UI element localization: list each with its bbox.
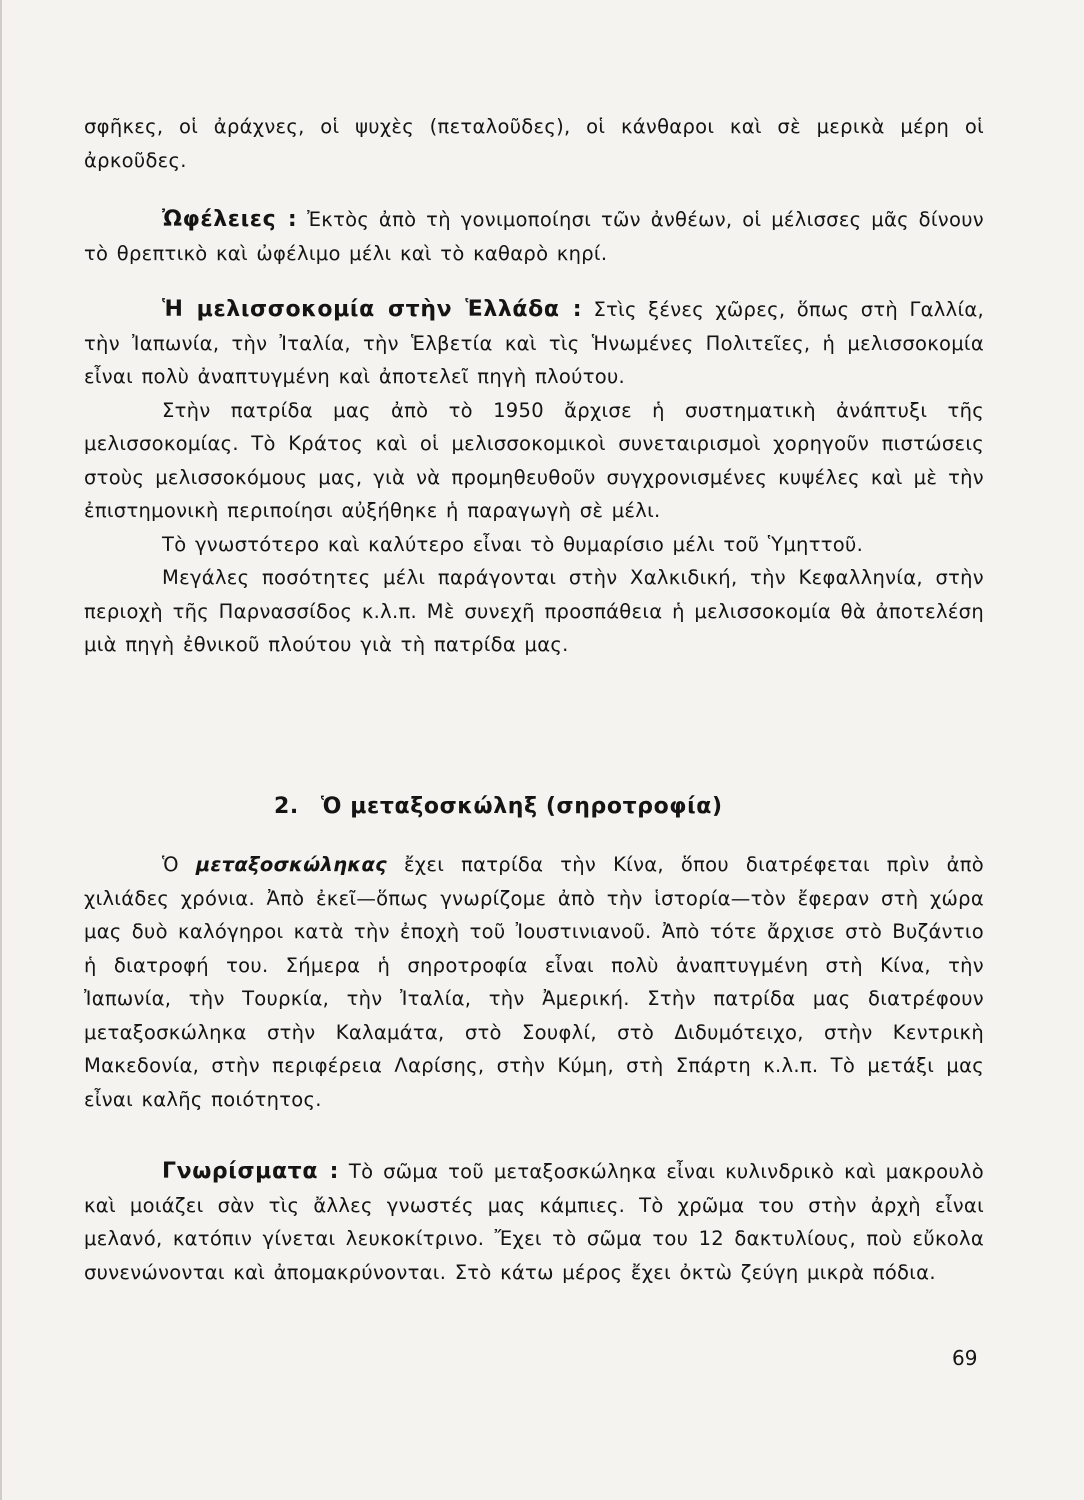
text-block-beekeeping xyxy=(84,293,984,662)
beekeeping-heading: Ἡ μελισσοκομία στὴν Ἑλλάδα : xyxy=(162,297,583,322)
characteristics-text: Τὸ σῶμα τοῦ μεταξοσκώληκα εἶναι κυλινδρικὸ καὶ μακρουλὸ καὶ μοιάζει σὰν τὶς ἄλλες γνωστές μας κάμπιες. Τὸ χρῶμα του στὴν ἀρχὴ εἶναι μελανό, κατόπιν γίνεται λευκοκίτρινο. Ἔχει τὸ σῶμα του 12 δακτυλίους, ποὺ εὔκολα συνενώνονται καὶ ἀπομακρύνονται. Στὸ κάτω μέρος ἔχει ὀκτὼ ζεύγη μικρὰ πόδια. xyxy=(84,1160,984,1284)
paragraph-production: Μεγάλες ποσότητες μέλι παράγονται στὴν Χαλκιδική, τὴν Κεφαλληνία, στὴν περιοχὴ τῆς Παρνασσίδος κ.λ.π. Μὲ συνεχῆ προσπάθεια ἡ μελισσοκομία θὰ ἀποτελέση μιὰ πηγὴ ἐθνικοῦ πλούτου γιὰ τὴ πατρίδα μας. xyxy=(84,566,984,656)
beekeeping-text: Στὶς ξένες χῶρες, ὅπως στὴ Γαλλία, τὴν Ἰαπωνία, τὴν Ἰταλία, τὴν Ἑλβετία καὶ τὶς Ἡνωμένες Πολιτεῖες, ἡ μελισσοκομία εἶναι πολὺ ἀναπτυγμένη καὶ ἀποτελεῖ πηγὴ πλούτου. xyxy=(84,298,985,388)
text-block-benefits xyxy=(84,203,984,270)
section-number: 2. xyxy=(274,794,299,819)
section-title: Ὁ μεταξοσκώληξ (σηροτροφία) xyxy=(320,794,723,819)
text-block-silkworm xyxy=(84,848,984,1116)
silkworm-text: ἔχει πατρίδα τὴν Κίνα, ὅπου διατρέφεται πρὶν ἀπὸ χιλιάδες χρόνια. Ἀπὸ ἐκεῖ—ὅπως γνωρίζομε ἀπὸ τὴν ἱστορία—τὸν ἔφεραν στὴ χώρα μας δυὸ καλόγηροι κατὰ τὴν ἐποχὴ τοῦ Ἰουστινιανοῦ. Ἀπὸ τότε ἄρχισε στὸ Βυζάντιο ἡ διατροφή του. Σήμερα ἡ σηροτροφία εἶναι πολὺ ἀναπτυγμένη στὴ Κίνα, τὴν Ἰαπωνία, τὴν Τουρκία, τὴν Ἰταλία, τὴν Ἀμερική. Στὴν πατρίδα μας διατρέφουν μεταξοσκώληκα στὴν Καλαμάτα, στὸ Σουφλί, στὸ Διδυμότειχο, στὴν Κεντρικὴ Μακεδονία, στὴν περιφέρεια Λαρίσης, στὴν Κύμη, στὴ Σπάρτη κ.λ.π. Τὸ μετάξι μας εἶναι καλῆς ποιότητος. xyxy=(84,853,985,1111)
text-block-intro xyxy=(84,110,984,177)
paragraph-beekeeping-greece xyxy=(84,293,984,394)
text-block-characteristics xyxy=(84,1155,984,1289)
paragraph-hymettus: Τὸ γνωστότερο καὶ καλύτερο εἶναι τὸ θυμαρίσιο μέλι τοῦ Ὑμηττοῦ. xyxy=(162,532,864,556)
paragraph-insects: σφῆκες, οἱ ἀράχνες, οἱ ψυχὲς (πεταλοῦδες), οἱ κάνθαροι καὶ σὲ μερικὰ μέρη οἱ ἀρκοῦδες. xyxy=(84,115,984,172)
section-heading-silkworm xyxy=(274,794,723,819)
paragraph-benefits xyxy=(84,203,984,270)
silkworm-article: Ὁ xyxy=(162,853,179,876)
paragraph-characteristics xyxy=(84,1155,984,1289)
benefits-text: Ἐκτὸς ἀπὸ τὴ γονιμοποίησι τῶν ἀνθέων, οἱ μέλισσες μᾶς δίνουν τὸ θρεπτικὸ καὶ ὠφέλιμο μέλι καὶ τὸ καθαρὸ κηρί. xyxy=(84,208,985,265)
silkworm-term: μεταξοσκώληκας xyxy=(195,853,387,876)
characteristics-heading: Γνωρίσματα : xyxy=(162,1159,340,1184)
benefits-heading: Ὠφέλειες : xyxy=(162,207,298,232)
paragraph-silkworm-origin xyxy=(84,848,984,1116)
page-number: 69 xyxy=(952,1346,978,1370)
paragraph-development: Στὴν πατρίδα μας ἀπὸ τὸ 1950 ἄρχισε ἡ συστηματικὴ ἀνάπτυξι τῆς μελισσοκομίας. Τὸ Κράτος καὶ οἱ μελισσοκομικοὶ συνεταιρισμοὶ χορηγοῦν πιστώσεις στοὺς μελισσοκόμους μας, γιὰ νὰ προμηθευθοῦν συγχρονισμένες κυψέλες καὶ μὲ τὴν ἐπιστημονικὴ περιποίησι αὐξήθηκε ἡ παραγωγὴ σὲ μέλι. xyxy=(84,398,984,522)
